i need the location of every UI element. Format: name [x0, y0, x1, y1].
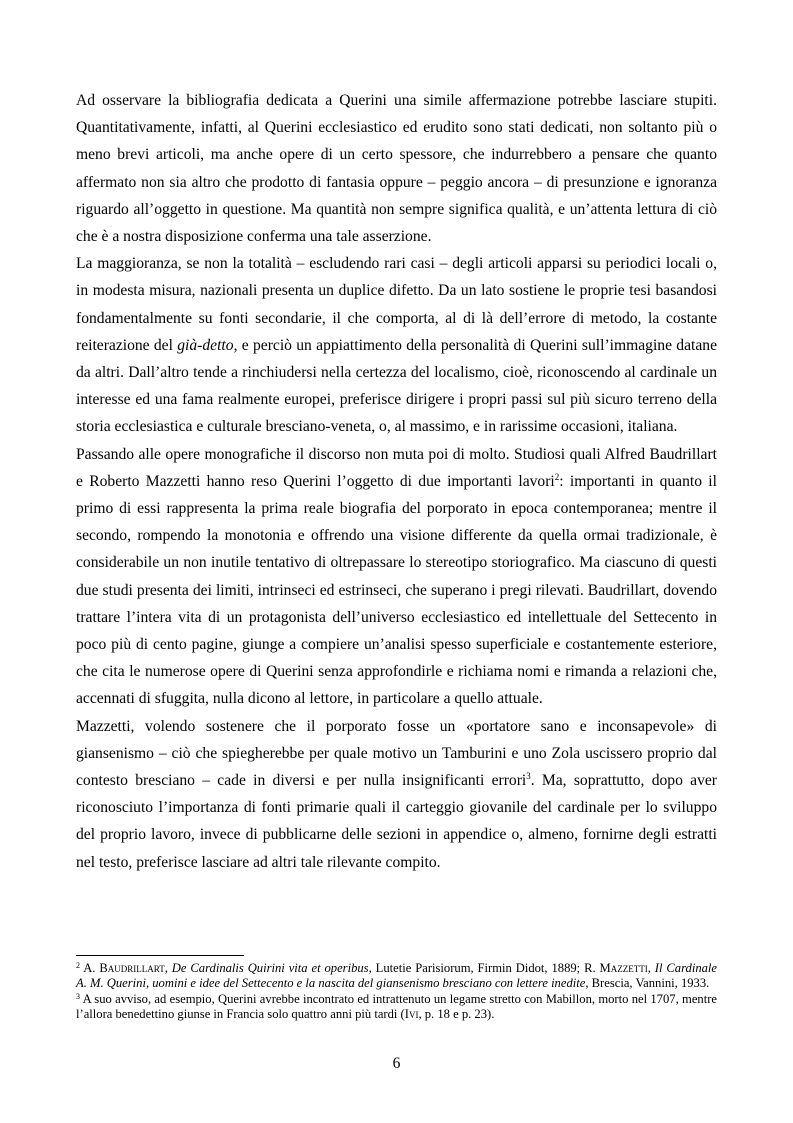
book-title: De Cardinalis Quirini vita et operibus [171, 961, 369, 975]
text-segment: : importanti in quanto il primo di essi rappresenta la prima reale biografia del porporato in epoca contemporanea; mentre il secondo, rompendo la monotonia e offrendo una visione differente da quella ormai tradizionale, è considerabile un non inutile tentativo di oltrepassare lo stereotipo storiografico. Ma ciascuno di questi due studi presenta dei limiti, intrinseci ed estrinseci, che superano i pregi rilevati. Baudrillart, dovendo trattare l’intera vita di un protagonista dell’universo ecclesiastico ed intellettuale del Settecento in poco più di cento pagine, giunge a compiere un’analisi spesso superficiale e costantemente esteriore, che cita le numerose opere di Querini senza approfondirle e richiama nomi e rimanda a relazioni che, accennati di sfuggita, nulla dicono al lettore, in particolare a quello attuale. [76, 472, 717, 708]
text-segment: Mazzetti, volendo sostenere che il porporato fosse un «portatore sano e inconsapevole» di giansenismo – ciò che spiegherebbe per quale motivo un Tamburini e uno Zola uscissero proprio dal contesto bresciano – cade in diversi e per nulla insignificanti errori [76, 717, 717, 790]
footnote-marker: 2 [76, 961, 80, 970]
footnote-separator [76, 955, 244, 956]
text-segment: La maggioranza, se non la totalità – escludendo rari casi – degli articoli apparsi su periodici locali o, in modesta misura, nazionali presenta un duplice difetto. Da un lato sostiene le proprie tesi basandosi fondamentalmente su fonti secondarie, il che comporta, al di là dell’errore di metodo, la costante reiterazione del [76, 255, 717, 354]
italic-term: già-detto [177, 336, 234, 354]
text-segment: A suo avviso, ad esempio, Querini avrebbe incontrato ed intrattenuto un legame stretto con Mabillon, morto nel 1707, mentre l’allora benedettino giunse in Francia solo quattro anni più tardi ( [76, 991, 717, 1021]
paragraph-1 [76, 87, 717, 250]
text-segment: A. [80, 961, 100, 975]
footnote-marker: 3 [76, 991, 80, 1001]
text-segment: , e perciò un appiattimento della personalità di Querini sull’immagine datane da altri. Dall’altro tende a rinchiudersi nella certezza del localismo, cioè, riconoscendo al cardinale un interesse ed una fama realmente europei, preferisce dirigere i propri passi sul più sicuro terreno della storia ecclesiastica e culturale bresciano-veneta, o, al massimo, e in rarissime occasioni, italiana. [76, 336, 717, 436]
text-segment: , Lutetie Parisiorum, Firmin Didot, 1889; R. [368, 961, 600, 975]
paragraph-3 [76, 441, 717, 713]
text-segment: Ad osservare la bibliografia dedicata a Querini una simile affermazione potrebbe lasciare stupiti. Quantitativamente, infatti, al Querini ecclesiastico ed erudito sono stati dedicati, non soltanto più o meno brevi articoli, ma anche opere di un certo spessore, che indurrebbero a pensare che quanto affermato non sia altro che prodotto di fantasia oppure – peggio ancora – di presunzione e ignoranza riguardo all’oggetto in questione. Ma quantità non sempre significa qualità, e un’attenta lettura di ciò che è a nostra disposizione conferma una tale asserzione. [76, 92, 717, 246]
text-segment: , p. 18 e p. 23). [418, 1006, 495, 1021]
paragraph-2 [76, 250, 717, 440]
author-name: Mazzetti [599, 961, 648, 975]
footnotes [76, 961, 717, 1022]
footnote-ref-3[interactable]: 3 [526, 771, 531, 782]
book-title: Il Cardinale A. M. Querini, uomini e idee del Settecento e la nascita del giansenismo bresciano con lettere inedite [76, 961, 718, 991]
text-segment: , [647, 961, 655, 975]
author-name: Baudrillart [99, 961, 165, 975]
text-segment: , [164, 961, 172, 975]
text-segment: . Ma, soprattutto, dopo aver riconosciuto l’importanza di fonti primarie quali il carteggio giovanile del cardinale per lo sviluppo del proprio lavoro, invece di pubblicarne delle sezioni in appendice o, almeno, fornirne degli estratti nel testo, preferisce lasciare ad altri tale rilevante compito. [76, 772, 717, 871]
footnote-3 [76, 992, 717, 1023]
text-segment: Passando alle opere monografiche il discorso non muta poi di molto. Studiosi quali Alfred Baudrillart e Roberto Mazzetti hanno reso Querini l’oggetto di due importanti lavori [76, 445, 717, 490]
body-text [76, 87, 717, 876]
footnote-ref-2[interactable]: 2 [554, 471, 560, 482]
footnote-2 [76, 961, 717, 992]
ibid-reference: Ivi [404, 1006, 419, 1021]
paragraph-4 [76, 713, 717, 876]
text-segment: , Brescia, Vannini, 1933. [585, 976, 710, 991]
page-number: 6 [392, 1055, 401, 1072]
